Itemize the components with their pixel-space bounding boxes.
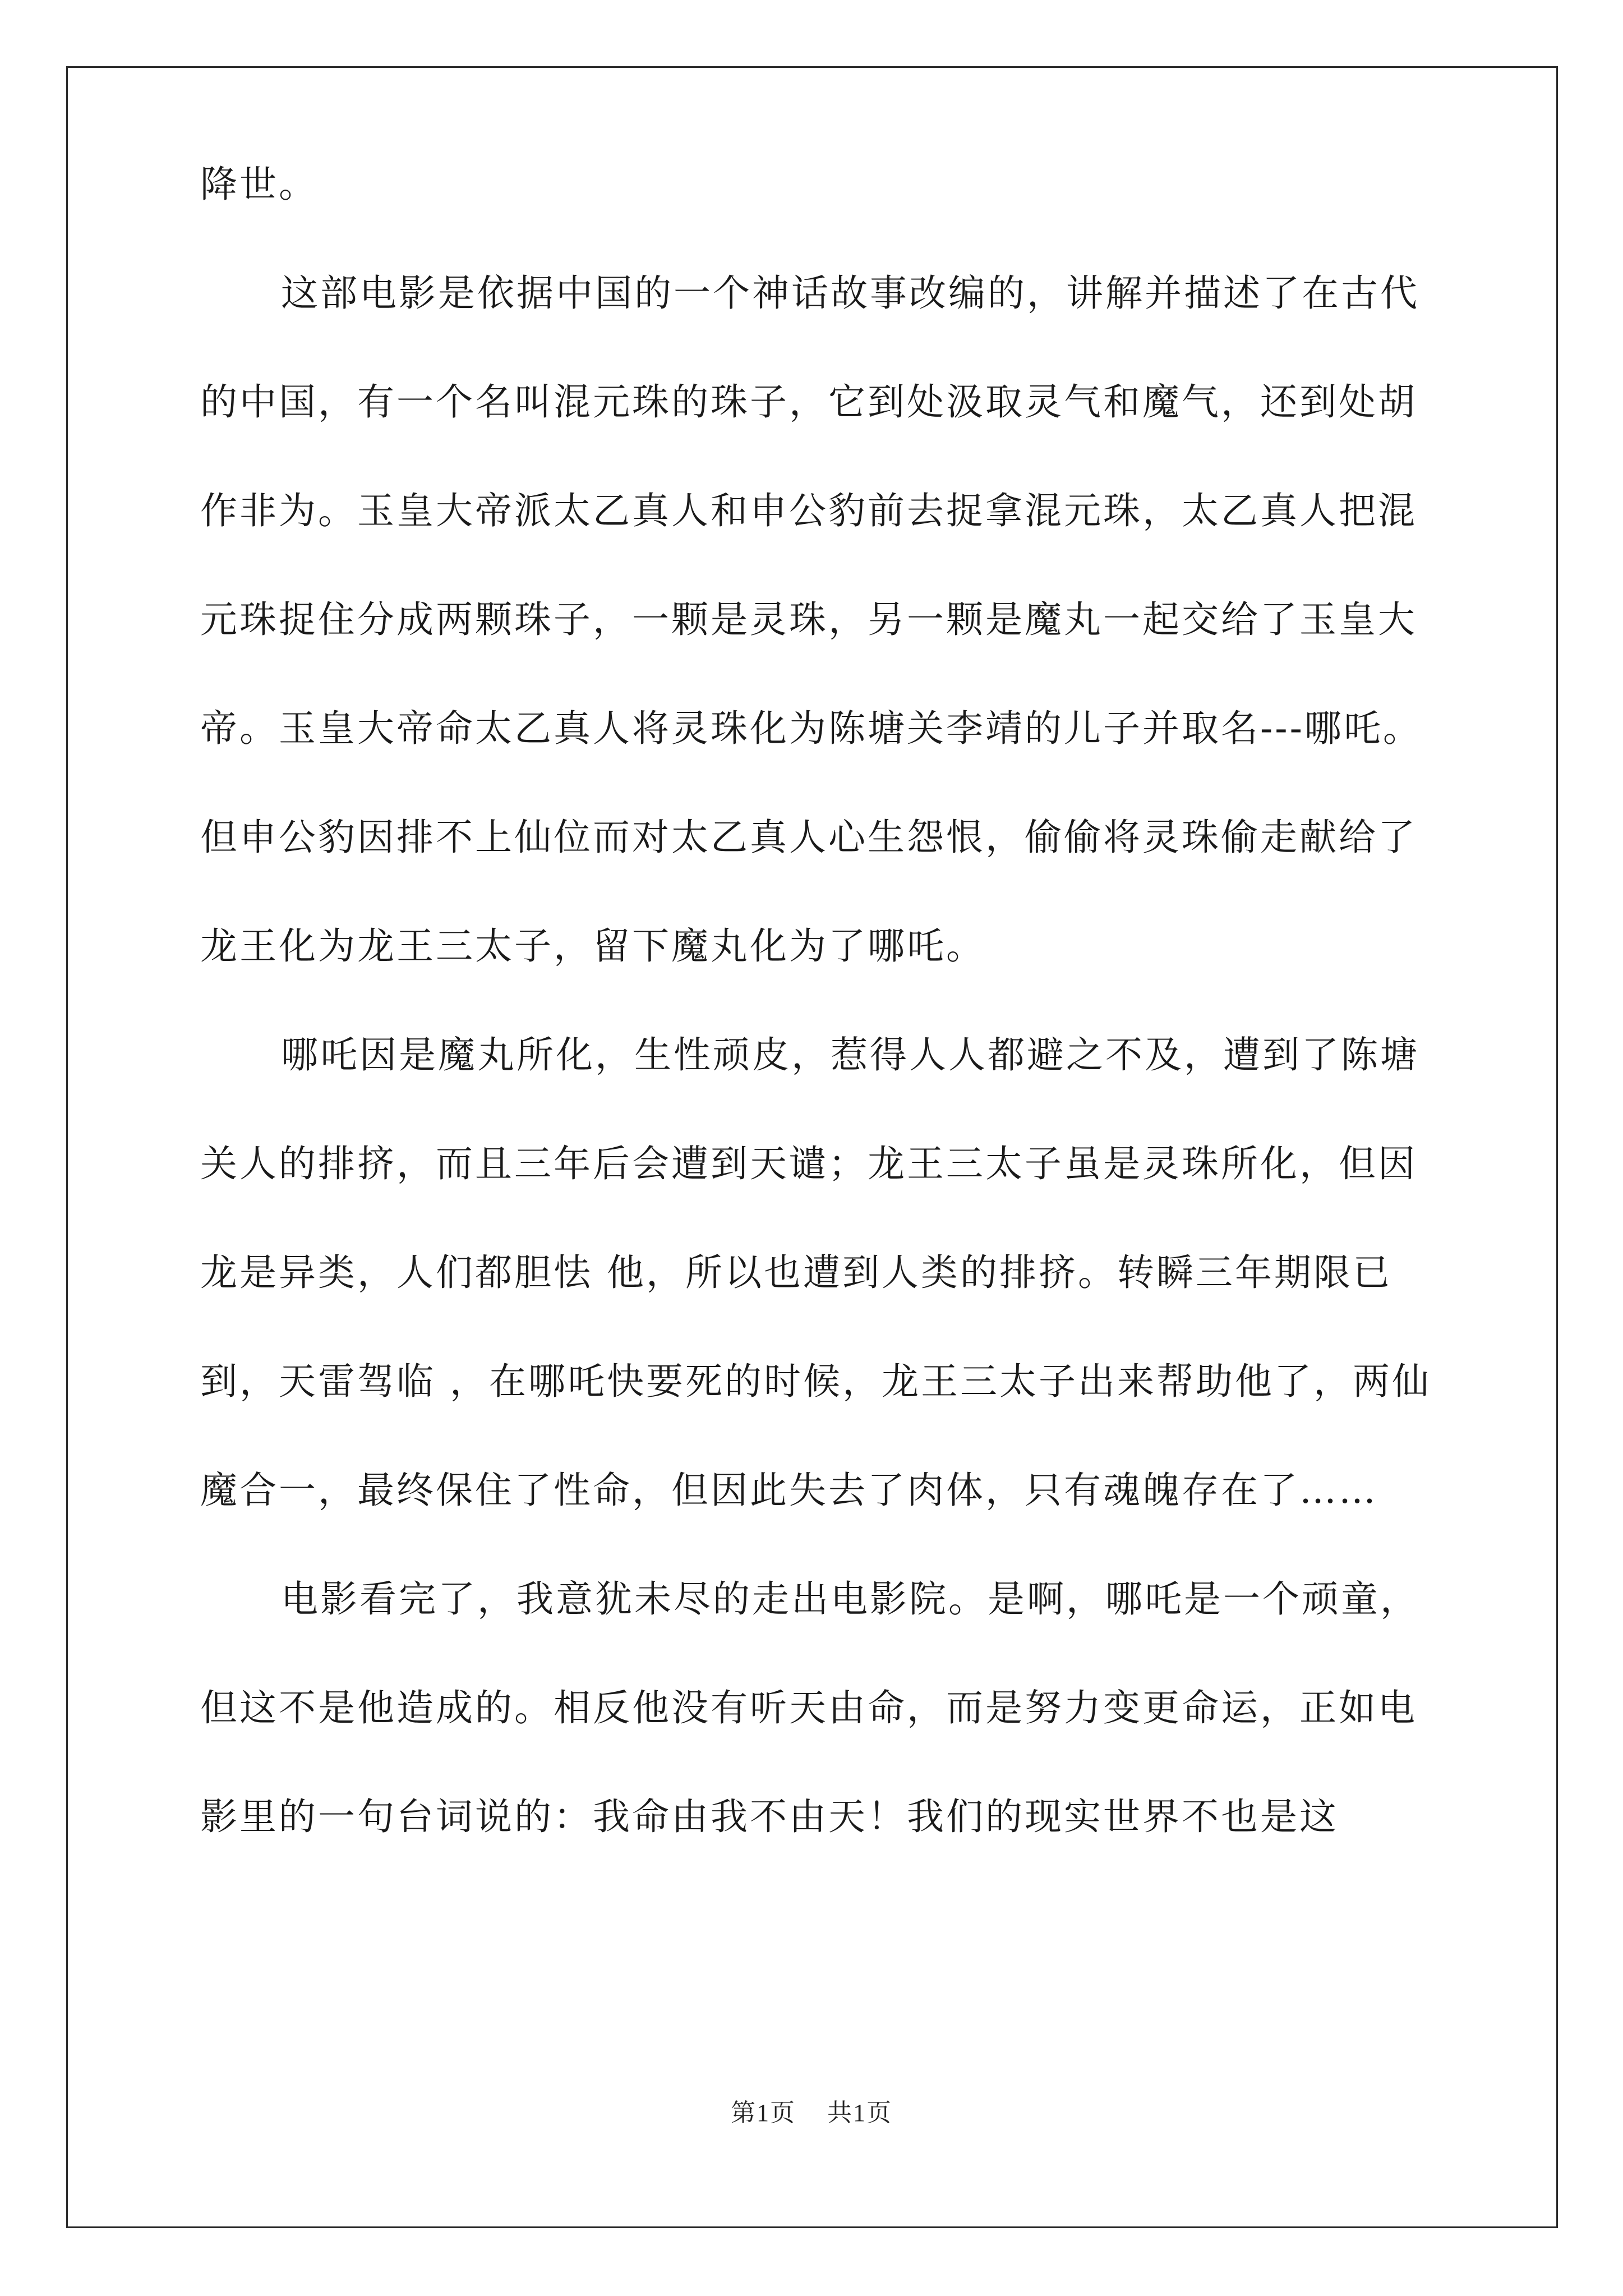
- paragraph-1: 降世。: [200, 163, 318, 206]
- document-body: [200, 163, 1434, 1871]
- paragraph-4: 电影看完了，我意犹未尽的走出电影院。是啊，哪吒是一个顽童，但这不是他造成的。相反他没有听天由命，而是努力变更命运，正如电影里的一句台词说的：我命由我不由天！我们的现实世界不也是这: [200, 1577, 1419, 1838]
- paragraph-3: 哪吒因是魔丸所化，生性顽皮，惹得人人都避之不及，遭到了陈塘关人的排挤，而且三年后会遭到天谴；龙王三太子虽是灵珠所化，但因龙是异类，人们都胆怯 他，所以也遭到人类的排挤。转瞬三年期限已到，天雷驾临 ，在哪吒快要死的时候，龙王三太子出来帮助他了，两仙魔合一，最终保住了性命，但因此失去了肉体，只有魂魄存在了……: [200, 1033, 1431, 1512]
- page-number-total: 共1页: [827, 2099, 892, 2127]
- paragraph-2: 这部电影是依据中国的一个神话故事改编的，讲解并描述了在古代的中国，有一个名叫混元珠的珠子，它到处汲取灵气和魔气，还到处胡作非为。玉皇大帝派太乙真人和申公豹前去捉拿混元珠，太乙真人把混元珠捉住分成两颗珠子，一颗是灵珠，另一颗是魔丸一起交给了玉皇大帝。玉皇大帝命太乙真人将灵珠化为陈塘关李靖的儿子并取名---哪吒。但申公豹因排不上仙位而对太乙真人心生怨恨，偷偷将灵珠偷走献给了龙王化为龙王三太子，留下魔丸化为了哪吒。: [200, 272, 1422, 968]
- page-footer: [0, 2092, 1623, 2128]
- page-number-current: 第1页: [731, 2099, 796, 2127]
